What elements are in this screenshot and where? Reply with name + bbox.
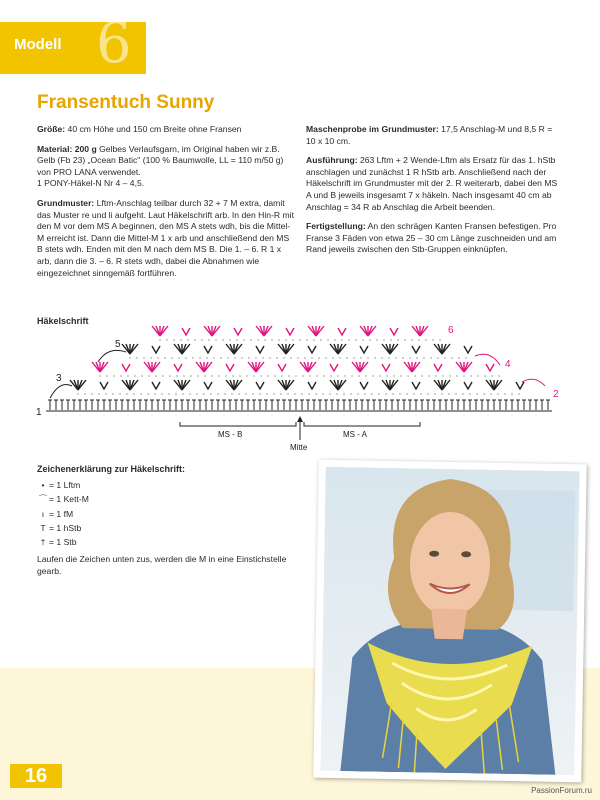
v-stitch — [516, 382, 524, 389]
chain-dot — [395, 357, 397, 359]
chain-dot — [246, 375, 248, 377]
chain-dot — [236, 339, 238, 341]
chain-dot — [364, 393, 366, 395]
chain-dot — [241, 357, 243, 359]
chain-dot — [245, 393, 247, 395]
chain-dot — [511, 393, 513, 395]
chain-dot — [190, 375, 192, 377]
chain-dot — [404, 339, 406, 341]
chain-dot — [154, 393, 156, 395]
v-stitch — [360, 346, 368, 353]
chain-dot — [421, 375, 423, 377]
chain-dot — [400, 375, 402, 377]
chain-dot — [182, 393, 184, 395]
chain-dot — [113, 375, 115, 377]
chain-dot — [330, 375, 332, 377]
chain-dot — [463, 375, 465, 377]
chain-dot — [173, 339, 175, 341]
chain-dot — [157, 357, 159, 359]
chain-dot — [140, 393, 142, 395]
chain-dot — [197, 375, 199, 377]
chain-dot — [498, 375, 500, 377]
chain-dot — [274, 375, 276, 377]
chain-dot — [504, 393, 506, 395]
v-stitch — [100, 382, 108, 389]
chain-dot — [287, 393, 289, 395]
chain-dot — [189, 393, 191, 395]
chain-dot — [465, 357, 467, 359]
chain-dot — [266, 393, 268, 395]
legend-note: Laufen die Zeichen unten zus, werden die M in eine Einstichstelle gearb. — [37, 554, 287, 576]
chain-dot — [159, 339, 161, 341]
chain-dot — [199, 357, 201, 359]
chain-dot — [276, 357, 278, 359]
chain-dot — [231, 393, 233, 395]
chain-dot — [166, 339, 168, 341]
ms-b-label: MS - B — [218, 430, 243, 439]
v-stitch — [412, 346, 420, 353]
chain-dot — [91, 393, 93, 395]
chain-dot — [483, 393, 485, 395]
ms-a-bracket — [304, 422, 420, 426]
chain-dot — [213, 357, 215, 359]
chain-dot — [414, 375, 416, 377]
chain-dot — [227, 357, 229, 359]
chain-dot — [393, 375, 395, 377]
chain-dot — [327, 339, 329, 341]
chain-dot — [204, 375, 206, 377]
model-number: 6 — [96, 11, 132, 76]
chart-heading: Häkelschrift — [37, 316, 89, 326]
v-stitch — [434, 364, 442, 371]
chain-dot — [169, 375, 171, 377]
chain-dot — [355, 339, 357, 341]
chain-dot — [336, 393, 338, 395]
chain-dot — [283, 357, 285, 359]
v-stitch — [204, 382, 212, 389]
chain-dot — [322, 393, 324, 395]
material-paragraph: Material: 200 g Gelbes Verlaufsgarn, im Original haben wir z.B. Gelb (Fb 23) „Ocean Batic" (100 % Baumwolle, LL = 110 m/50 g) von PRO LANA verwendet. 1 PONY-Häkel-N Nr 4 – 4,5. — [37, 143, 284, 189]
chain-dot — [250, 339, 252, 341]
chain-dot — [259, 393, 261, 395]
legend-item: ⌒ = 1 Kett-M — [38, 494, 89, 505]
chain-dot — [470, 375, 472, 377]
chain-dot — [313, 339, 315, 341]
chain-dot — [255, 357, 257, 359]
chain-dot — [141, 375, 143, 377]
v-stitch — [486, 364, 494, 371]
chain-dot — [339, 357, 341, 359]
chain-dot — [372, 375, 374, 377]
v-stitch — [122, 364, 130, 371]
chain-dot — [469, 393, 471, 395]
turning-arc — [475, 354, 500, 365]
turning-arc — [98, 350, 126, 362]
page-title: Fransentuch Sunny — [37, 92, 215, 113]
v-stitch — [330, 364, 338, 371]
chain-dot — [399, 393, 401, 395]
v-stitch — [338, 328, 346, 335]
chain-dot — [455, 393, 457, 395]
chain-dot — [148, 375, 150, 377]
chain-dot — [434, 393, 436, 395]
chain-dot — [357, 393, 359, 395]
chain-dot — [295, 375, 297, 377]
v-stitch — [234, 328, 242, 335]
chain-dot — [185, 357, 187, 359]
chain-dot — [99, 375, 101, 377]
chain-dot — [225, 375, 227, 377]
chain-dot — [220, 357, 222, 359]
chain-dot — [119, 393, 121, 395]
chain-dot — [208, 339, 210, 341]
chain-dot — [406, 393, 408, 395]
instructions-paragraph: Ausführung: 263 Lftm + 2 Wende-Lftm als Ersatz für das 1. hStb anschlagen und zunächst 1 R hStb arb. Anschließend nach der Häkelschrift im Grundmuster mit der 2. R weiterarb, dabei den MS A und B jeweils insgesamt 7 x häkeln. Nach insgesamt 40 cm ab Anschlag = 34 R ab Anschlag die Arbeit beenden. — [306, 155, 558, 212]
chain-dot — [353, 357, 355, 359]
chain-dot — [294, 393, 296, 395]
chain-dot — [77, 393, 79, 395]
chain-dot — [285, 339, 287, 341]
chain-dot — [325, 357, 327, 359]
chain-dot — [315, 393, 317, 395]
chain-dot — [378, 393, 380, 395]
chain-dot — [273, 393, 275, 395]
v-stitch — [412, 382, 420, 389]
chain-dot — [497, 393, 499, 395]
chain-dot — [180, 339, 182, 341]
chain-dot — [105, 393, 107, 395]
chain-dot — [477, 375, 479, 377]
chain-dot — [311, 357, 313, 359]
v-stitch — [390, 328, 398, 335]
v-stitch — [464, 346, 472, 353]
chain-dot — [518, 393, 520, 395]
chain-dot — [264, 339, 266, 341]
chain-dot — [344, 375, 346, 377]
chain-dot — [210, 393, 212, 395]
chain-dot — [386, 375, 388, 377]
chain-dot — [262, 357, 264, 359]
chain-dot — [106, 375, 108, 377]
chain-dot — [150, 357, 152, 359]
chain-dot — [147, 393, 149, 395]
chain-dot — [381, 357, 383, 359]
chain-dot — [316, 375, 318, 377]
chain-dot — [218, 375, 220, 377]
mitte-label: Mitte — [290, 443, 308, 452]
chain-dot — [215, 339, 217, 341]
v-stitch — [226, 364, 234, 371]
chain-dot — [402, 357, 404, 359]
chain-dot — [183, 375, 185, 377]
chain-dot — [224, 393, 226, 395]
chain-dot — [392, 393, 394, 395]
chain-dot — [374, 357, 376, 359]
chain-dot — [98, 393, 100, 395]
chain-dot — [323, 375, 325, 377]
chain-dot — [260, 375, 262, 377]
watermark: PassionForum.ru — [531, 786, 592, 795]
chain-dot — [239, 375, 241, 377]
chain-dot — [187, 339, 189, 341]
chain-dot — [448, 393, 450, 395]
chain-dot — [201, 339, 203, 341]
chain-dot — [437, 357, 439, 359]
chain-dot — [194, 339, 196, 341]
v-stitch — [286, 328, 294, 335]
chain-dot — [379, 375, 381, 377]
legend-item: † = 1 Stb — [40, 537, 77, 548]
chain-dot — [229, 339, 231, 341]
turning-arc — [50, 385, 72, 399]
chain-dot — [211, 375, 213, 377]
chain-dot — [248, 357, 250, 359]
row-label-5: 5 — [115, 339, 121, 350]
chain-dot — [301, 393, 303, 395]
v-stitch — [308, 382, 316, 389]
v-stitch — [360, 382, 368, 389]
finishing-paragraph: Fertigstellung: An den schrägen Kanten Fransen befestigen. Pro Franse 3 Fäden von etwa 25 – 30 cm Länge zuschneiden und am Rand jeweils zwischen den Stb-Gruppen einknüpfen. — [306, 221, 557, 255]
chain-dot — [290, 357, 292, 359]
chain-dot — [365, 375, 367, 377]
row-label-6: 6 — [448, 325, 454, 336]
chain-dot — [280, 393, 282, 395]
legend-item: T = 1 hStb — [40, 522, 82, 533]
chain-dot — [350, 393, 352, 395]
chain-dot — [162, 375, 164, 377]
chain-dot — [411, 339, 413, 341]
neck-shape — [431, 609, 468, 640]
chain-dot — [409, 357, 411, 359]
chain-dot — [388, 357, 390, 359]
chain-dot — [134, 375, 136, 377]
chain-dot — [176, 375, 178, 377]
legend-item: • = 1 Lftm — [41, 480, 81, 490]
chain-dot — [441, 393, 443, 395]
chain-dot — [332, 357, 334, 359]
chain-dot — [304, 357, 306, 359]
chain-dot — [329, 393, 331, 395]
chain-dot — [432, 339, 434, 341]
chain-dot — [425, 339, 427, 341]
chain-dot — [407, 375, 409, 377]
chain-dot — [490, 393, 492, 395]
v-stitch — [464, 382, 472, 389]
row-label-2: 2 — [553, 389, 559, 400]
v-stitch — [256, 346, 264, 353]
chain-dot — [133, 393, 135, 395]
legend-item: ı = 1 fM — [41, 508, 74, 519]
chain-dot — [390, 339, 392, 341]
chain-dot — [348, 339, 350, 341]
chain-dot — [362, 339, 364, 341]
chain-dot — [269, 357, 271, 359]
chain-dot — [253, 375, 255, 377]
right-column — [306, 124, 560, 264]
chain-dot — [164, 357, 166, 359]
chain-dot — [252, 393, 254, 395]
chain-dot — [439, 339, 441, 341]
gauge-paragraph: Maschenprobe im Grundmuster: 17,5 Anschlag-M und 8,5 R = 10 x 10 cm. — [306, 124, 553, 146]
chain-dot — [385, 393, 387, 395]
chain-dot — [358, 375, 360, 377]
chain-dot — [418, 339, 420, 341]
chain-dot — [120, 375, 122, 377]
v-stitch — [182, 328, 190, 335]
chain-dot — [444, 357, 446, 359]
chain-dot — [217, 393, 219, 395]
chain-dot — [360, 357, 362, 359]
chain-dot — [143, 357, 145, 359]
chain-dot — [383, 339, 385, 341]
v-stitch — [152, 346, 160, 353]
chain-dot — [297, 357, 299, 359]
chain-dot — [397, 339, 399, 341]
chain-dot — [243, 339, 245, 341]
chain-dot — [168, 393, 170, 395]
chain-dot — [376, 339, 378, 341]
model-label: Modell — [14, 36, 62, 53]
v-stitch — [278, 364, 286, 371]
chain-dot — [346, 357, 348, 359]
chain-dot — [171, 357, 173, 359]
chain-dot — [343, 393, 345, 395]
row-label-3: 3 — [56, 373, 62, 384]
chain-dot — [462, 393, 464, 395]
chain-dot — [302, 375, 304, 377]
mitte-arrow-head — [297, 416, 303, 422]
legend-list — [37, 478, 89, 549]
chain-dot — [420, 393, 422, 395]
ms-a-label: MS - A — [343, 430, 368, 439]
chain-dot — [430, 357, 432, 359]
chain-dot — [320, 339, 322, 341]
chain-dot — [427, 393, 429, 395]
model-tab — [0, 11, 146, 76]
v-stitch — [204, 346, 212, 353]
chain-dot — [112, 393, 114, 395]
ms-b-bracket — [180, 422, 296, 426]
chain-dot — [413, 393, 415, 395]
chain-dot — [155, 375, 157, 377]
chain-dot — [449, 375, 451, 377]
chain-dot — [318, 357, 320, 359]
row-label-4: 4 — [505, 359, 511, 370]
chain-dot — [126, 393, 128, 395]
left-column — [37, 124, 295, 287]
chain-dot — [337, 375, 339, 377]
chain-dot — [456, 375, 458, 377]
chain-dot — [267, 375, 269, 377]
chain-dot — [292, 339, 294, 341]
chain-dot — [299, 339, 301, 341]
chain-dot — [309, 375, 311, 377]
chain-dot — [341, 339, 343, 341]
v-stitch — [308, 346, 316, 353]
chain-dot — [232, 375, 234, 377]
chain-dot — [222, 339, 224, 341]
chain-dot — [416, 357, 418, 359]
chain-dot — [458, 357, 460, 359]
chain-dot — [161, 393, 163, 395]
chain-dot — [257, 339, 259, 341]
chain-dot — [428, 375, 430, 377]
crochet-chart — [0, 310, 600, 460]
chain-dot — [334, 339, 336, 341]
v-stitch — [382, 364, 390, 371]
chain-dot — [423, 357, 425, 359]
chain-dot — [175, 393, 177, 395]
chain-dot — [288, 375, 290, 377]
chain-dot — [271, 339, 273, 341]
chain-dot — [238, 393, 240, 395]
chain-dot — [203, 393, 205, 395]
chain-dot — [278, 339, 280, 341]
chain-dot — [234, 357, 236, 359]
chain-dot — [306, 339, 308, 341]
chain-dot — [127, 375, 129, 377]
chain-dot — [451, 357, 453, 359]
pattern-paragraph: Grundmuster: Lftm-Anschlag teilbar durch 32 + 7 M extra, damit das Muster re und li aufgeht. Laut Häkelschrift arb. In den Hin-R mit den M vor dem MS A beginnen, den MS A stets wdh, bis die Mittel-M erreicht ist. Dann die Mittel-M 1 x arb und anschließend den MS B stets wdh. Enden mit den M nach dem MS B. Die 1. – 6. R 1 x arb, dann die 3. – 6. R stets wdh, dabei die Abnahmen wie eingezeichnet sinngemäß fortführen. — [37, 197, 294, 278]
v-stitch — [152, 382, 160, 389]
chain-dot — [206, 357, 208, 359]
chain-dot — [281, 375, 283, 377]
chain-dot — [129, 357, 131, 359]
chain-dot — [351, 375, 353, 377]
chain-dot — [308, 393, 310, 395]
chain-dot — [476, 393, 478, 395]
chain-dot — [84, 393, 86, 395]
chain-dot — [192, 357, 194, 359]
chain-dot — [367, 357, 369, 359]
turning-arc — [522, 379, 545, 386]
chain-dot — [435, 375, 437, 377]
chain-dot — [369, 339, 371, 341]
row-label-1: 1 — [36, 407, 42, 418]
legend-title: Zeichenerklärung zur Häkelschrift: — [37, 464, 186, 474]
chain-dot — [178, 357, 180, 359]
chain-dot — [196, 393, 198, 395]
model-photo — [313, 460, 587, 783]
size-paragraph: Größe: 40 cm Höhe und 150 cm Breite ohne Fransen — [37, 124, 242, 134]
page-number: 16 — [10, 764, 62, 788]
chain-dot — [491, 375, 493, 377]
v-stitch — [256, 382, 264, 389]
chain-dot — [371, 393, 373, 395]
chain-dot — [136, 357, 138, 359]
chain-dot — [484, 375, 486, 377]
v-stitch — [174, 364, 182, 371]
chain-dot — [442, 375, 444, 377]
